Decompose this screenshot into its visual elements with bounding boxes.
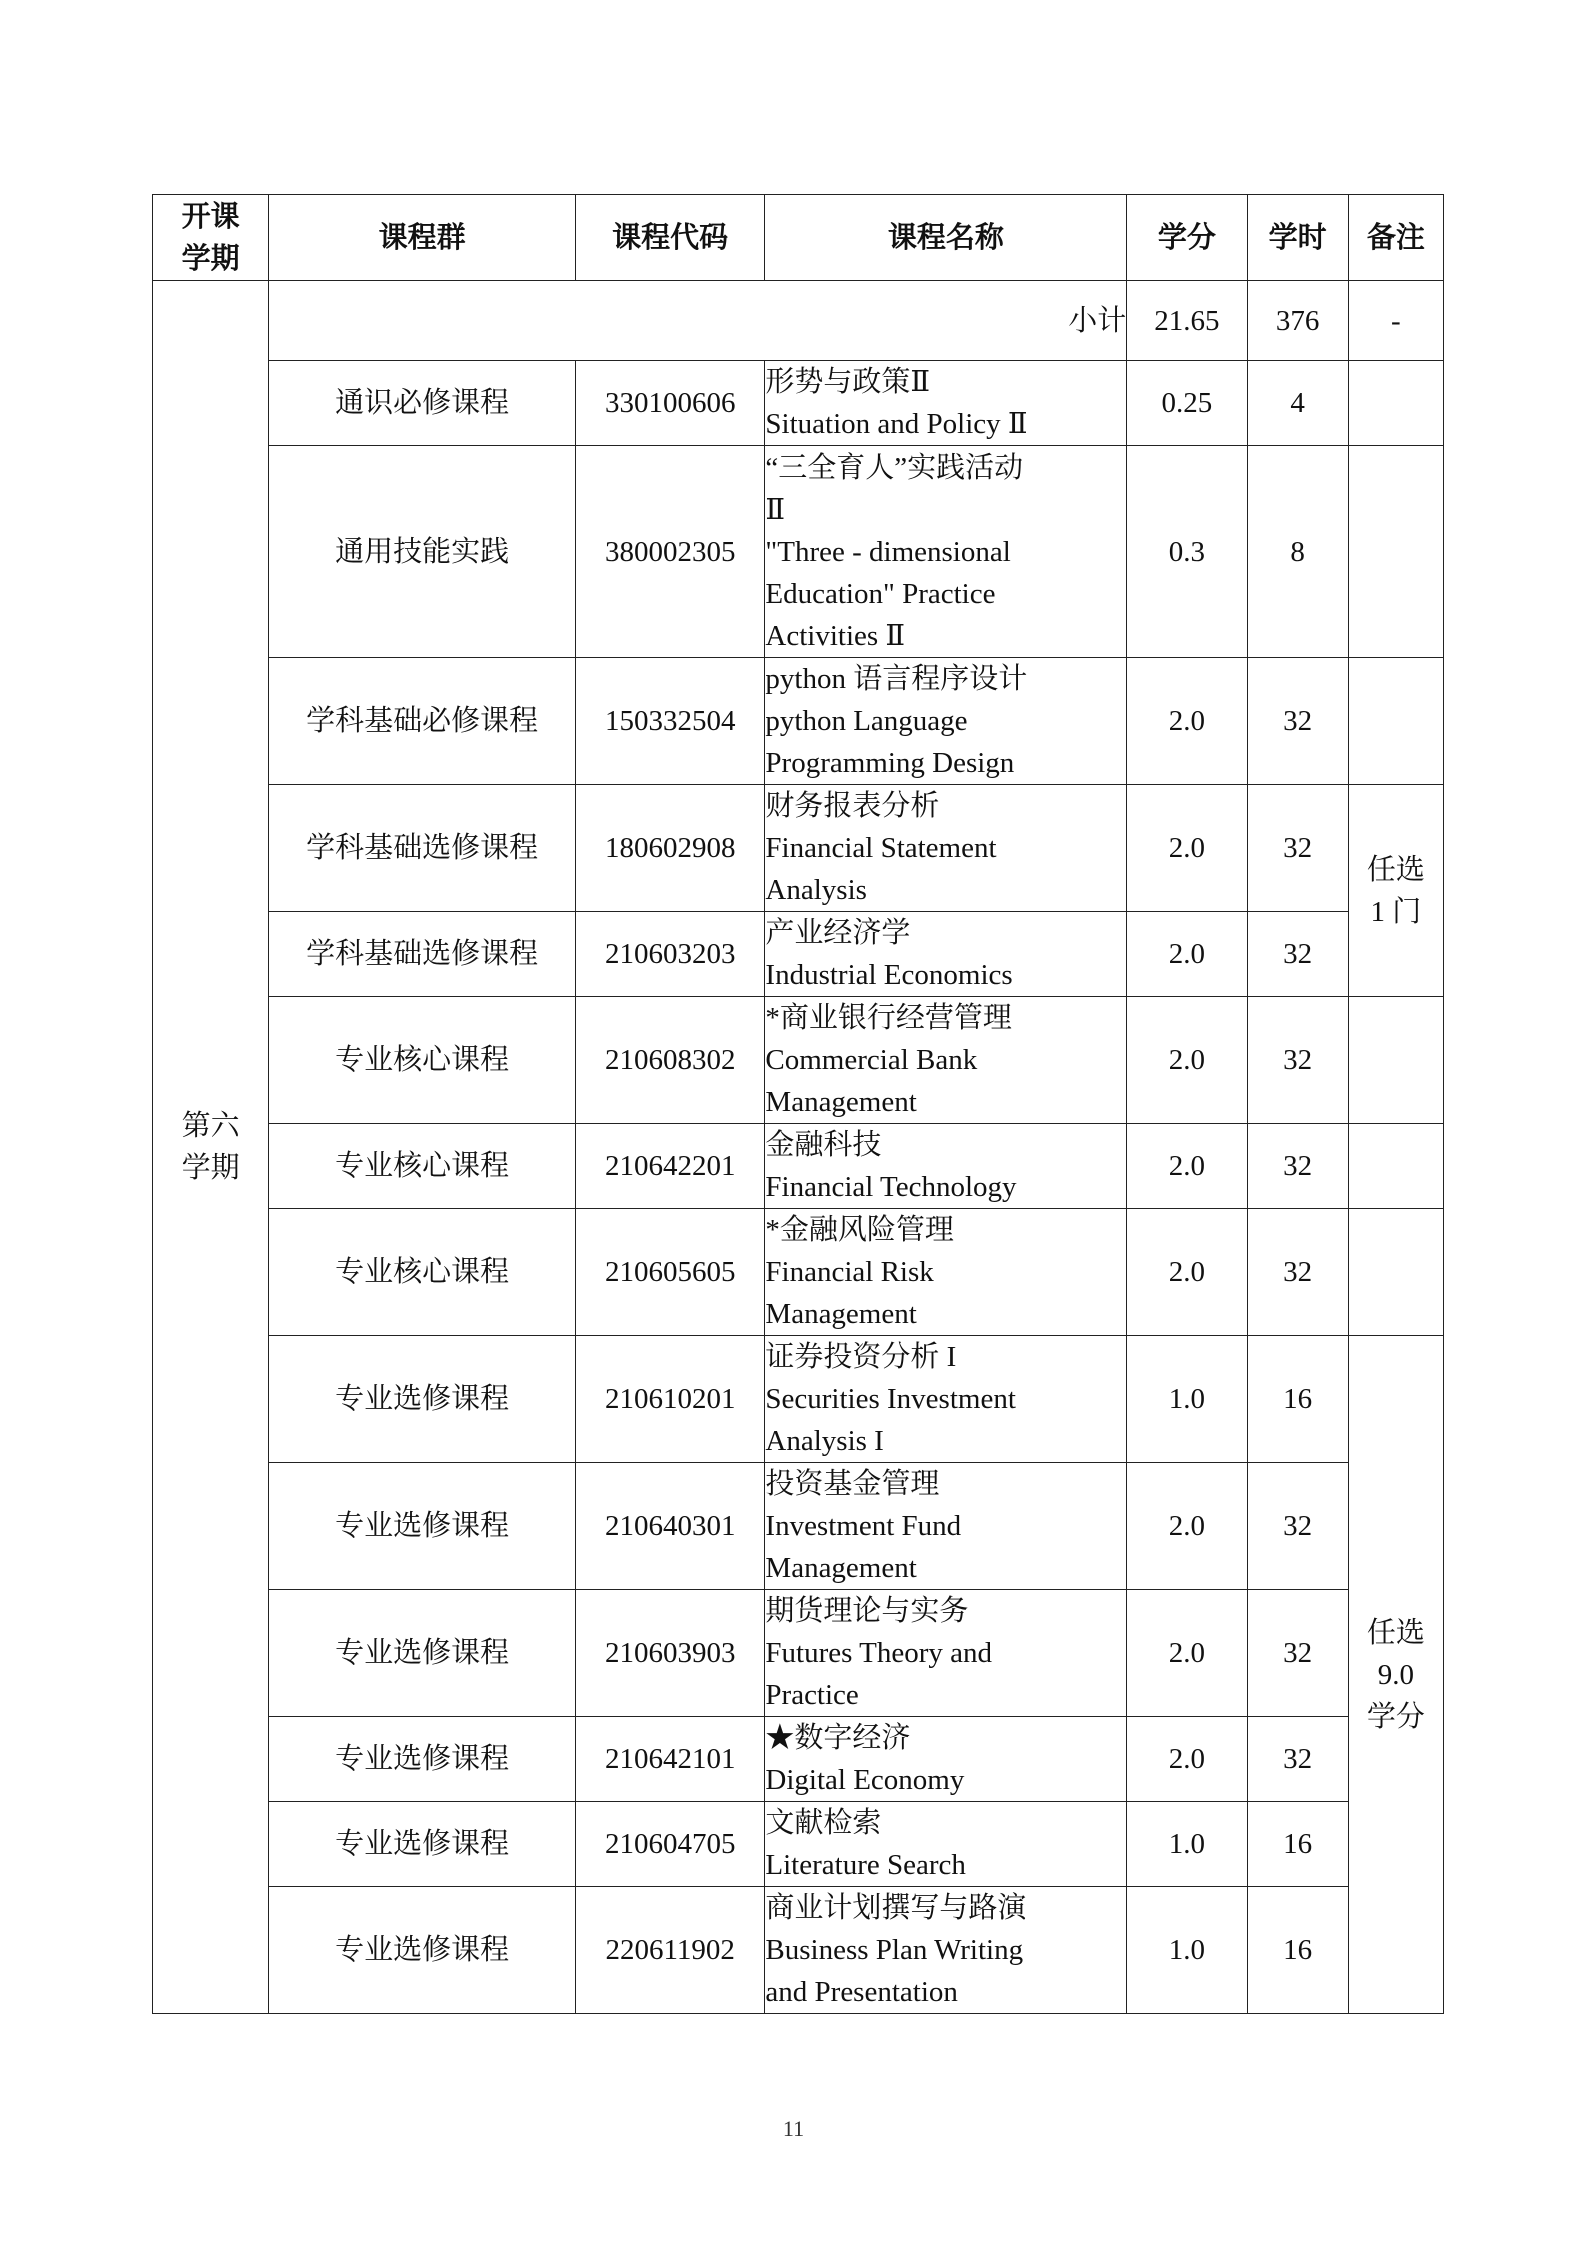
course-group: 专业选修课程 <box>269 1590 576 1717</box>
course-group: 专业核心课程 <box>269 1209 576 1336</box>
course-name-line: Management <box>765 1298 917 1330</box>
course-code: 210605605 <box>575 1209 764 1336</box>
table-row <box>153 1463 1444 1590</box>
course-name <box>765 658 1127 785</box>
course-code: 150332504 <box>575 658 764 785</box>
course-hours: 32 <box>1247 1590 1348 1717</box>
subtotal-notes: - <box>1348 281 1443 361</box>
course-name <box>765 1590 1127 1717</box>
header-name: 课程名称 <box>765 195 1127 281</box>
course-name-line: Futures Theory and <box>765 1637 992 1669</box>
table-row <box>153 912 1444 997</box>
header-hours: 学时 <box>1247 195 1348 281</box>
course-hours: 32 <box>1247 1209 1348 1336</box>
course-name <box>765 446 1127 658</box>
course-name <box>765 1336 1127 1463</box>
note-line: 任选 <box>1366 853 1425 886</box>
course-table <box>152 194 1444 2014</box>
course-group: 专业选修课程 <box>269 1717 576 1802</box>
course-credits: 2.0 <box>1127 1717 1247 1802</box>
course-name-line: 商业计划撰写与路演 <box>765 1892 1027 1924</box>
course-group: 专业核心课程 <box>269 1124 576 1209</box>
course-name-line: Management <box>765 1086 917 1118</box>
course-name-line: Commercial Bank <box>765 1044 978 1076</box>
course-code: 210604705 <box>575 1802 764 1887</box>
header-row <box>153 195 1444 281</box>
course-name <box>765 785 1127 912</box>
course-group: 专业选修课程 <box>269 1463 576 1590</box>
table-row <box>153 1887 1444 2014</box>
course-credits: 1.0 <box>1127 1802 1247 1887</box>
course-name-line: Management <box>765 1552 917 1584</box>
course-hours: 32 <box>1247 1124 1348 1209</box>
subtotal-hours: 376 <box>1247 281 1348 361</box>
course-code: 180602908 <box>575 785 764 912</box>
course-name-line: and Presentation <box>765 1976 958 2008</box>
course-name <box>765 997 1127 1124</box>
course-name-line: Programming Design <box>765 747 1015 779</box>
course-notes <box>1348 997 1443 1124</box>
page-number: 11 <box>782 2116 805 2141</box>
course-credits: 2.0 <box>1127 1463 1247 1590</box>
course-code: 220611902 <box>575 1887 764 2014</box>
header-notes: 备注 <box>1348 195 1443 281</box>
course-name <box>765 1463 1127 1590</box>
course-hours: 16 <box>1247 1887 1348 2014</box>
course-name <box>765 1209 1127 1336</box>
course-name-line: Digital Economy <box>765 1764 965 1796</box>
elective-note-2 <box>1348 1336 1443 2014</box>
course-name-line: Education" Practice <box>765 577 996 610</box>
course-group: 学科基础必修课程 <box>269 658 576 785</box>
note-line: 学分 <box>1366 1700 1425 1733</box>
course-name-line: 投资基金管理 <box>765 1468 940 1500</box>
course-name-line: Business Plan Writing <box>765 1934 1024 1966</box>
course-name-line: Financial Risk <box>765 1256 934 1288</box>
subtotal-row <box>153 281 1444 361</box>
header-semester <box>153 195 269 281</box>
course-credits: 2.0 <box>1127 658 1247 785</box>
elective-note-1 <box>1348 785 1443 997</box>
course-name-line: Practice <box>765 1679 859 1711</box>
course-hours: 32 <box>1247 785 1348 912</box>
semester-label-line2: 学期 <box>181 1152 240 1184</box>
table-row <box>153 997 1444 1124</box>
course-name-line: Situation and Policy Ⅱ <box>765 408 1028 440</box>
course-hours: 8 <box>1247 446 1348 658</box>
course-name-line: 财务报表分析 <box>765 790 940 822</box>
course-group: 专业选修课程 <box>269 1887 576 2014</box>
course-name <box>765 1802 1127 1887</box>
course-notes <box>1348 1209 1443 1336</box>
course-credits: 2.0 <box>1127 785 1247 912</box>
course-name-line: 金融科技 <box>765 1129 882 1161</box>
course-hours: 32 <box>1247 658 1348 785</box>
course-name-line: Securities Investment <box>765 1383 1016 1415</box>
course-hours: 32 <box>1247 997 1348 1124</box>
course-group: 通用技能实践 <box>269 446 576 658</box>
course-hours: 32 <box>1247 1463 1348 1590</box>
semester-label-line1: 第六 <box>181 1110 240 1142</box>
table-row <box>153 1336 1444 1463</box>
course-name <box>765 1717 1127 1802</box>
course-code: 210640301 <box>575 1463 764 1590</box>
course-name-line: *商业银行经营管理 <box>765 1002 1012 1034</box>
course-name-line: Literature Search <box>765 1849 966 1881</box>
course-name-line: Financial Statement <box>765 832 997 864</box>
course-credits: 0.3 <box>1127 446 1247 658</box>
course-group: 专业选修课程 <box>269 1802 576 1887</box>
course-name-line: *金融风险管理 <box>765 1214 954 1246</box>
course-credits: 1.0 <box>1127 1336 1247 1463</box>
note-line: 任选 <box>1366 1616 1425 1649</box>
subtotal-credits: 21.65 <box>1127 281 1247 361</box>
course-code: 380002305 <box>575 446 764 658</box>
course-name-line: Industrial Economics <box>765 959 1013 991</box>
table-row <box>153 1717 1444 1802</box>
course-hours: 4 <box>1247 361 1348 446</box>
course-name-line: Analysis <box>765 874 867 906</box>
table-row <box>153 446 1444 658</box>
course-credits: 2.0 <box>1127 1124 1247 1209</box>
course-name-line: Analysis I <box>765 1425 884 1457</box>
course-code: 210610201 <box>575 1336 764 1463</box>
header-group: 课程群 <box>269 195 576 281</box>
course-code: 210608302 <box>575 997 764 1124</box>
course-hours: 16 <box>1247 1802 1348 1887</box>
course-name-line: ★数字经济 <box>765 1722 911 1754</box>
course-name-line: 产业经济学 <box>765 917 911 949</box>
course-name-line: Investment Fund <box>765 1510 962 1542</box>
course-name-line: python 语言程序设计 <box>765 663 1028 695</box>
table-row <box>153 1124 1444 1209</box>
course-group: 学科基础选修课程 <box>269 785 576 912</box>
course-name-line: 文献检索 <box>765 1807 882 1839</box>
course-name-line: Ⅱ <box>765 493 786 526</box>
course-name-line: "Three - dimensional <box>765 535 1011 568</box>
course-name-line: 形势与政策Ⅱ <box>765 366 931 398</box>
course-credits: 2.0 <box>1127 912 1247 997</box>
course-code: 210642101 <box>575 1717 764 1802</box>
table-row <box>153 1590 1444 1717</box>
table-row <box>153 1209 1444 1336</box>
course-group: 通识必修课程 <box>269 361 576 446</box>
course-name-line: Activities Ⅱ <box>765 619 906 652</box>
course-hours: 32 <box>1247 912 1348 997</box>
course-name-line: python Language <box>765 705 968 737</box>
course-code: 210603903 <box>575 1590 764 1717</box>
table-row <box>153 785 1444 912</box>
header-semester-label: 开课学期 <box>181 200 240 275</box>
course-credits: 2.0 <box>1127 1209 1247 1336</box>
course-hours: 16 <box>1247 1336 1348 1463</box>
course-notes <box>1348 658 1443 785</box>
subtotal-label: 小计 <box>269 281 1127 361</box>
course-credits: 2.0 <box>1127 1590 1247 1717</box>
course-hours: 32 <box>1247 1717 1348 1802</box>
course-notes <box>1348 361 1443 446</box>
course-credits: 2.0 <box>1127 997 1247 1124</box>
course-name-line: 期货理论与实务 <box>765 1595 969 1627</box>
course-group: 学科基础选修课程 <box>269 912 576 997</box>
course-code: 210603203 <box>575 912 764 997</box>
table-row <box>153 658 1444 785</box>
course-name <box>765 912 1127 997</box>
course-notes <box>1348 446 1443 658</box>
header-credits: 学分 <box>1127 195 1247 281</box>
course-name <box>765 1887 1127 2014</box>
note-line: 9.0 <box>1377 1658 1414 1691</box>
header-code: 课程代码 <box>575 195 764 281</box>
course-name-line: Financial Technology <box>765 1171 1017 1203</box>
course-credits: 0.25 <box>1127 361 1247 446</box>
note-line: 1 门 <box>1370 895 1422 928</box>
course-code: 330100606 <box>575 361 764 446</box>
course-group: 专业核心课程 <box>269 997 576 1124</box>
course-name-line: “三全育人”实践活动 <box>765 451 1024 484</box>
table-row <box>153 361 1444 446</box>
table-row <box>153 1802 1444 1887</box>
course-code: 210642201 <box>575 1124 764 1209</box>
course-credits: 1.0 <box>1127 1887 1247 2014</box>
course-notes <box>1348 1124 1443 1209</box>
course-name-line: 证券投资分析 I <box>765 1341 957 1373</box>
semester-label <box>153 281 269 2014</box>
course-name <box>765 361 1127 446</box>
course-group: 专业选修课程 <box>269 1336 576 1463</box>
course-name <box>765 1124 1127 1209</box>
